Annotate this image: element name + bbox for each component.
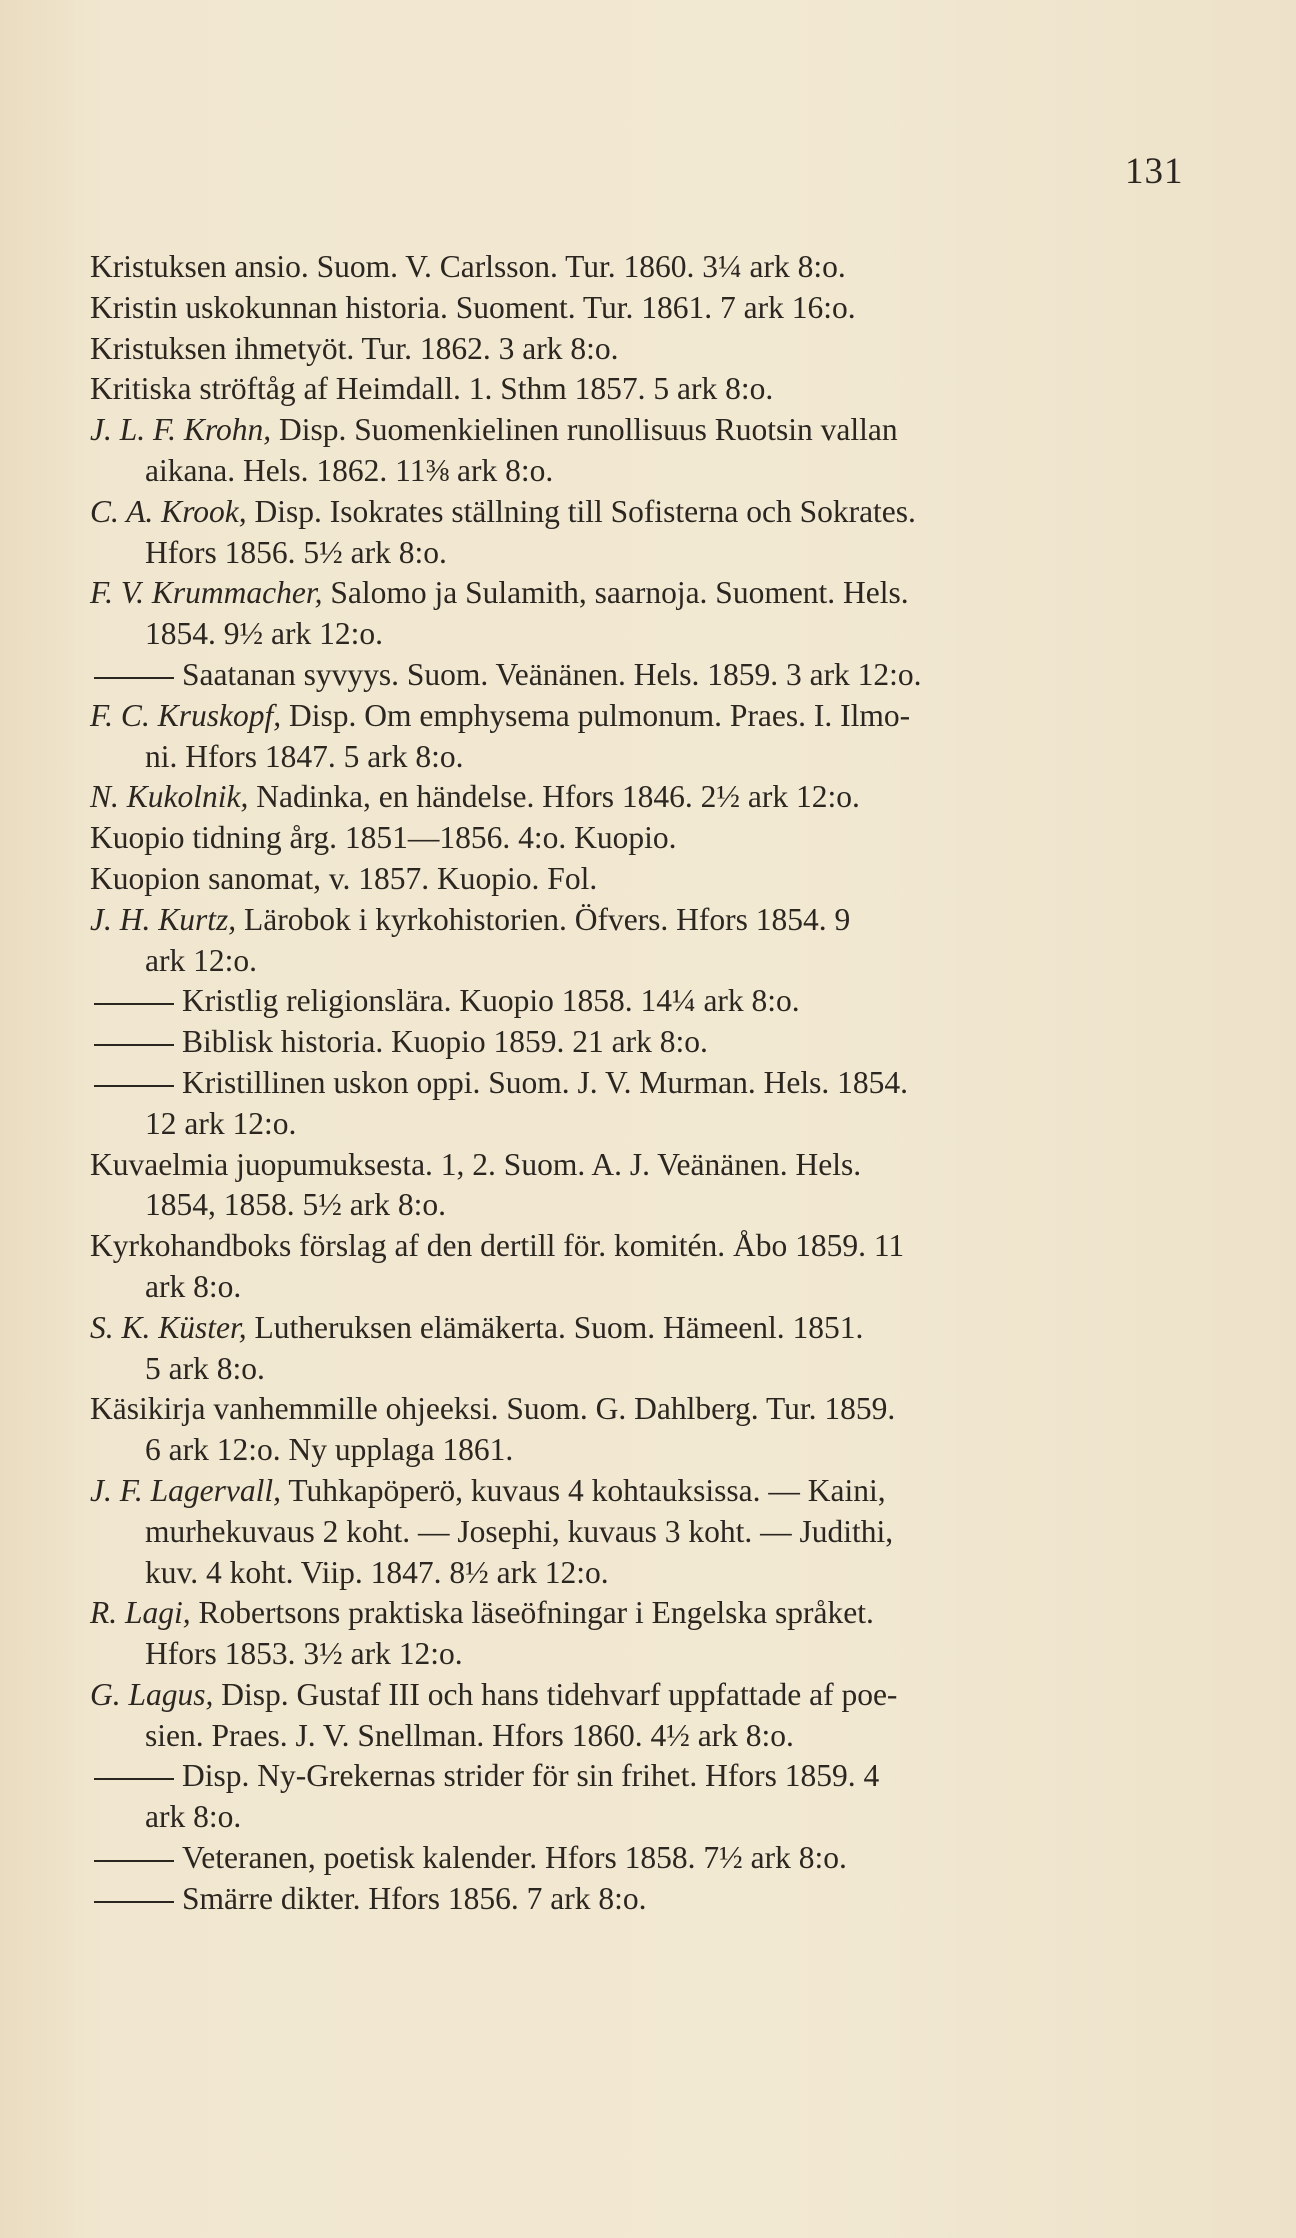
catalog-line (90, 410, 1130, 451)
entry-text: Hfors 1853. 3½ ark 12:o. (145, 1636, 463, 1672)
author-name: G. Lagus, (90, 1676, 214, 1712)
entry-text: 12 ark 12:o. (145, 1105, 297, 1141)
entry-text: ark 8:o. (145, 1799, 242, 1835)
author-name: R. Lagi, (90, 1595, 191, 1631)
entry-text: 6 ark 12:o. Ny upplaga 1861. (145, 1432, 514, 1468)
entry-text: murhekuvaus 2 koht. — Josephi, kuvaus 3 koht. — Judithi, (145, 1513, 894, 1549)
entry-text: Kritiska ströftåg af Heimdall. 1. Sthm 1857. 5 ark 8:o. (90, 371, 774, 407)
entry-text: Disp. Om emphysema pulmonum. Praes. I. Ilmo- (281, 697, 911, 733)
catalog-line (90, 1675, 1130, 1716)
entry-text: Kuopio tidning årg. 1851—1856. 4:o. Kuopio. (90, 820, 677, 856)
entry-text: Biblisk historia. Kuopio 1859. 21 ark 8:o. (182, 1024, 708, 1060)
catalog-line (90, 696, 1130, 737)
entry-text: Tuhkapöperö, kuvaus 4 kohtauksissa. — Kaini, (281, 1472, 886, 1508)
catalog-line (90, 818, 1130, 859)
entry-text: Hfors 1856. 5½ ark 8:o. (145, 534, 447, 570)
catalog-line (90, 1349, 1130, 1390)
catalog-line (90, 1471, 1130, 1512)
catalog-line (90, 1634, 1130, 1675)
entry-text: Robertsons praktiska läseöfningar i Engelska språket. (190, 1595, 874, 1631)
entry-text: 5 ark 8:o. (145, 1350, 265, 1386)
catalog-line (90, 941, 1130, 982)
catalog-line (90, 1512, 1130, 1553)
page-number: 131 (1125, 151, 1184, 192)
entry-text: Kuvaelmia juopumuksesta. 1, 2. Suom. A. J. Veänänen. Hels. (90, 1146, 862, 1182)
entry-text: aikana. Hels. 1862. 11⅜ ark 8:o. (145, 452, 554, 488)
catalog-line (90, 981, 1130, 1022)
catalog-line (90, 573, 1130, 614)
entry-text: sien. Praes. J. V. Snellman. Hfors 1860. 4½ ark 8:o. (145, 1717, 794, 1753)
entry-text: Saatanan syvyys. Suom. Veänänen. Hels. 1859. 3 ark 12:o. (182, 656, 922, 692)
entry-text: Kuopion sanomat, v. 1857. Kuopio. Fol. (90, 860, 598, 896)
author-name: F. V. Krummacher, (90, 575, 323, 611)
author-name: F. C. Kruskopf, (90, 697, 282, 733)
catalog-line (90, 737, 1130, 778)
catalog-line (90, 247, 1130, 288)
entry-text: 1854, 1858. 5½ ark 8:o. (145, 1187, 446, 1223)
catalog-line (90, 859, 1130, 900)
catalog-line (90, 492, 1130, 533)
catalog-line (90, 1430, 1130, 1471)
entry-text: 1854. 9½ ark 12:o. (145, 616, 383, 652)
entry-text: Kristlig religionslära. Kuopio 1858. 14¼ ark 8:o. (182, 983, 800, 1019)
entry-text: Disp. Isokrates ställning till Sofisterna och Sokrates. (246, 493, 916, 529)
entry-text: ark 12:o. (145, 942, 257, 978)
entry-text: Disp. Suomenkielinen runollisuus Ruotsin vallan (271, 412, 898, 448)
entry-text: Veteranen, poetisk kalender. Hfors 1858. 7½ ark 8:o. (182, 1840, 847, 1876)
catalog-line (90, 533, 1130, 574)
catalog-line (90, 1593, 1130, 1634)
entry-text: Kristuksen ansio. Suom. V. Carlsson. Tur. 1860. 3¼ ark 8:o. (90, 249, 846, 284)
catalog-line (90, 1797, 1130, 1838)
catalog-line (90, 1145, 1130, 1186)
entry-text: Kristin uskokunnan historia. Suoment. Tur. 1861. 7 ark 16:o. (90, 289, 856, 325)
author-name: J. L. F. Krohn, (90, 412, 272, 448)
catalog-line (90, 777, 1130, 818)
catalog-line (90, 1879, 1130, 1920)
entry-text: Disp. Ny-Grekernas strider för sin frihet. Hfors 1859. 4 (182, 1758, 880, 1794)
catalog-line (90, 614, 1130, 655)
catalog-line (90, 1308, 1130, 1349)
author-name: S. K. Küster, (90, 1309, 247, 1345)
catalog-line (90, 451, 1130, 492)
entry-text: Nadinka, en händelse. Hfors 1846. 2½ ark 12:o. (248, 779, 860, 815)
catalog-line (90, 1553, 1130, 1594)
catalog-line (90, 900, 1130, 941)
catalog-entries (90, 247, 1130, 1920)
catalog-line (90, 1716, 1130, 1757)
entry-text: Käsikirja vanhemmille ohjeeksi. Suom. G. Dahlberg. Tur. 1859. (90, 1391, 896, 1427)
entry-text: Disp. Gustaf III och hans tidehvarf uppfattade af poe- (213, 1676, 898, 1712)
catalog-line (90, 1226, 1130, 1267)
catalog-line (90, 329, 1130, 370)
catalog-line (90, 1185, 1130, 1226)
catalog-line (90, 1104, 1130, 1145)
entry-text: Lärobok i kyrkohistorien. Öfvers. Hfors 1854. 9 (236, 901, 851, 937)
entry-text: Lutheruksen elämäkerta. Suom. Hämeenl. 1851. (246, 1309, 864, 1345)
catalog-line (90, 369, 1130, 410)
entry-text: Salomo ja Sulamith, saarnoja. Suoment. Hels. (322, 575, 909, 611)
entry-text: kuv. 4 koht. Viip. 1847. 8½ ark 12:o. (145, 1554, 609, 1590)
catalog-line (90, 1063, 1130, 1104)
catalog-line (90, 1389, 1130, 1430)
catalog-line (90, 288, 1130, 329)
author-name: N. Kukolnik, (90, 779, 249, 815)
entry-text: Kristuksen ihmetyöt. Tur. 1862. 3 ark 8:o. (90, 330, 619, 366)
catalog-line (90, 1267, 1130, 1308)
catalog-line (90, 655, 1130, 696)
author-name: C. A. Krook, (90, 493, 247, 529)
entry-text: ark 8:o. (145, 1268, 242, 1304)
entry-text: Kyrkohandboks förslag af den dertill för. komitén. Åbo 1859. 11 (90, 1228, 905, 1264)
catalog-line (90, 1022, 1130, 1063)
entry-text: Smärre dikter. Hfors 1856. 7 ark 8:o. (182, 1880, 647, 1916)
catalog-line (90, 1756, 1130, 1797)
author-name: J. H. Kurtz, (90, 901, 237, 937)
entry-text: ni. Hfors 1847. 5 ark 8:o. (145, 738, 464, 774)
entry-text: Kristillinen uskon oppi. Suom. J. V. Murman. Hels. 1854. (182, 1064, 908, 1100)
catalog-line (90, 1838, 1130, 1879)
author-name: J. F. Lagervall, (90, 1472, 282, 1508)
